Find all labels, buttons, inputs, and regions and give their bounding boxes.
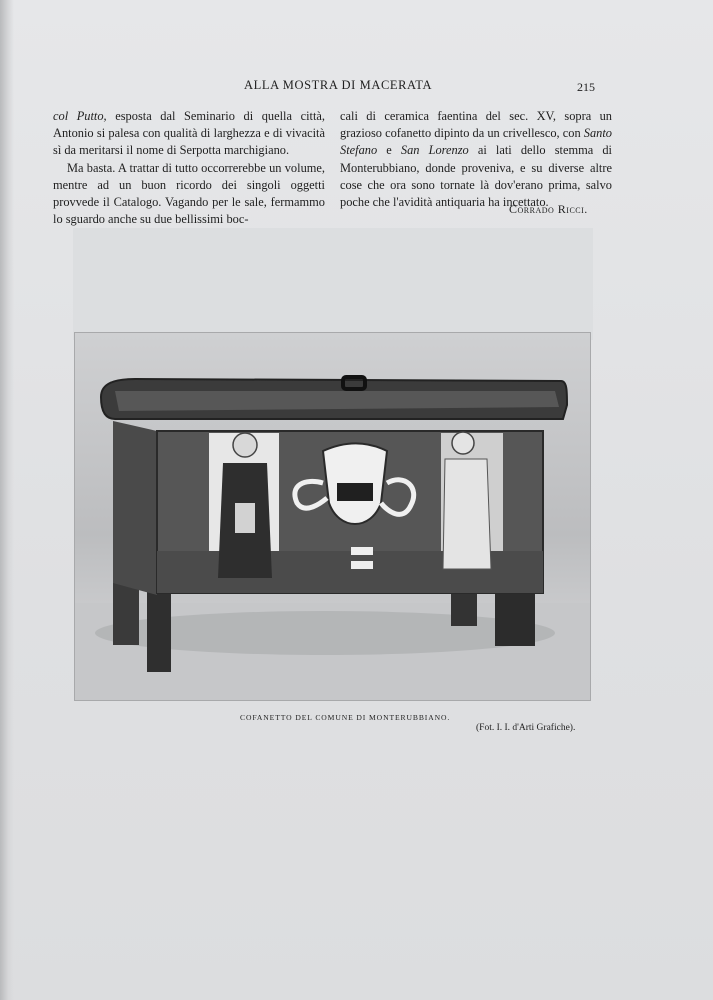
paragraph bbox=[53, 108, 325, 160]
painted-chest-illustration bbox=[75, 333, 590, 700]
page-number: 215 bbox=[577, 80, 595, 94]
saint-name: San Lorenzo bbox=[400, 143, 469, 158]
photo-credit: (Fot. I. I. d'Arti Grafiche). bbox=[476, 723, 576, 733]
paragraph bbox=[340, 108, 612, 211]
page-gutter-shadow bbox=[0, 0, 14, 1000]
saint-name: Santo Stefano bbox=[340, 126, 612, 158]
paragraph-text: Ma basta. A trattar di tutto occorrerebbe un volume, mentre ad un buon ricordo dei singoli oggetti provvede il Catalogo. Vagando per le sale, fermammo lo sguardo anche su due bellissimi boc- bbox=[53, 160, 325, 227]
paragraph-text: e bbox=[377, 143, 401, 158]
figure-caption: COFANETTO DEL COMUNE DI MONTERUBBIANO. bbox=[240, 713, 451, 722]
text-column-left bbox=[53, 108, 325, 228]
author-signature: Corrado Ricci. bbox=[509, 202, 588, 216]
paragraph-text: cali di ceramica faentina del sec. XV, sopra un grazioso cofanetto dipinto da un crivellesco, con bbox=[340, 109, 612, 141]
paragraph bbox=[53, 160, 325, 229]
text-column-right bbox=[340, 108, 612, 211]
page-header bbox=[0, 78, 713, 96]
plate-background bbox=[73, 228, 593, 340]
chest-photograph bbox=[74, 332, 591, 701]
paragraph-text: ai lati dello stemma di Monterubbiano, donde proveniva, e su diverse altre cose che ora sono tornate là dov'erano prima, salvo poche che l'avidità antiquaria ha incettato. bbox=[340, 143, 612, 210]
paragraph-text: esposta dal Seminario di quella città, Antonio si palesa con qualità di larghezza e di vivacità sì da meritarsi il nome di Serpotta marchigiano. bbox=[53, 109, 325, 158]
running-title: ALLA MOSTRA DI MACERATA bbox=[244, 78, 433, 92]
italic-lead: col Putto, bbox=[53, 109, 107, 123]
